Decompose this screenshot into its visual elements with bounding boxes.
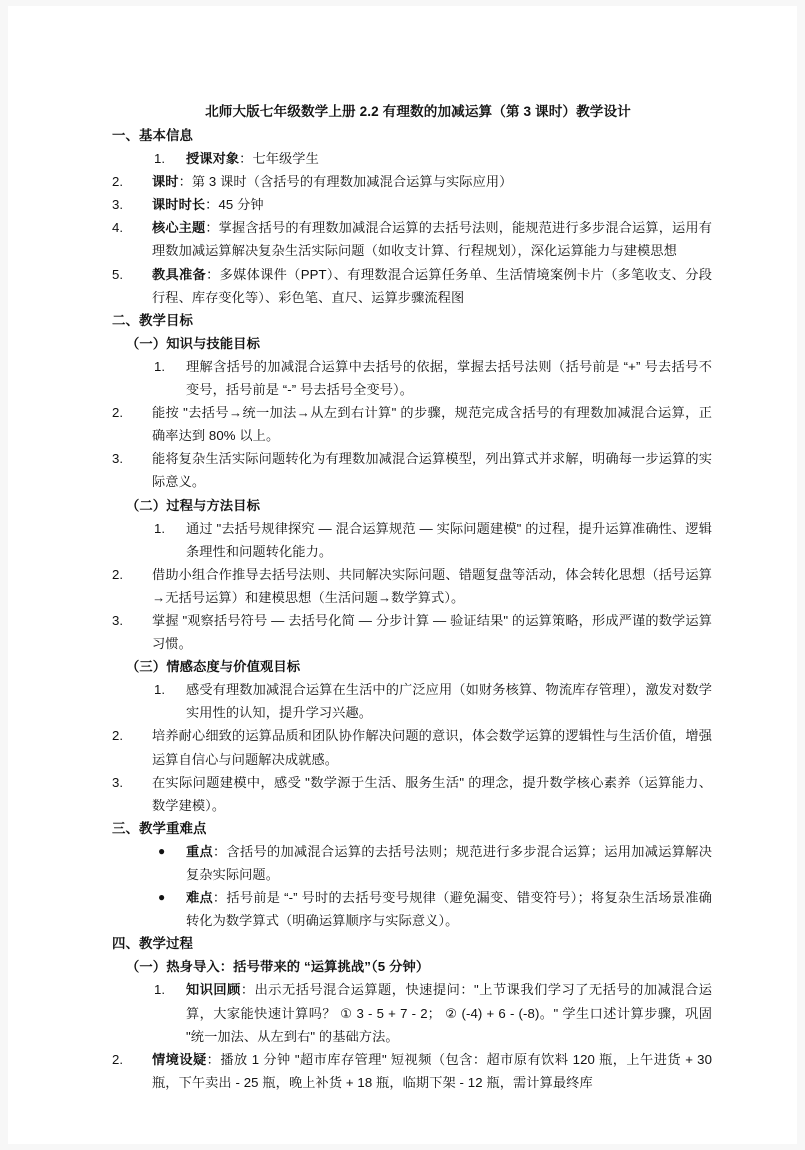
list-item-numbered — [112, 771, 712, 817]
list-item-text: 能将复杂生活实际问题转化为有理数加减混合运算模型，列出算式并求解，明确每一步运算的实际意义。 — [152, 451, 712, 490]
list-marker: 1. — [154, 151, 166, 167]
list-item-numbered — [112, 517, 712, 563]
list-item-body — [152, 216, 712, 262]
document-body — [112, 124, 712, 1094]
list-item-body — [152, 193, 712, 216]
list-item-text: 能按 "去括号→统一加法→从左到右计算" 的步骤，规范完成含括号的有理数加减混合运算，正确率达到 80% 以上。 — [152, 405, 712, 444]
list-item-text: ：多媒体课件（PPT）、有理数混合运算任务单、生活情境案例卡片（多笔收支、分段行程、库存变化等）、彩色笔、直尺、运算步骤流程图 — [152, 266, 712, 305]
list-item-text: ：七年级学生 — [239, 151, 319, 167]
list-item-numbered — [112, 216, 712, 262]
list-item-label: 课时 — [152, 174, 179, 190]
list-item-bullet — [112, 840, 712, 886]
list-item-numbered — [112, 447, 712, 493]
list-item-body — [152, 771, 712, 817]
list-marker: 1. — [154, 358, 166, 374]
list-marker: 5. — [112, 266, 124, 282]
list-item-text: 理解含括号的加减混合运算中去括号的依据，掌握去括号法则（括号前是 “+” 号去括号不变号，括号前是 “-” 号去括号全变号）。 — [186, 358, 712, 398]
list-item-numbered — [112, 193, 712, 216]
list-item-text: 通过 "去括号规律探究 — 混合运算规范 — 实际问题建模" 的过程，提升运算准确性、逻辑条理性和问题转化能力。 — [186, 520, 712, 559]
section-heading: 四、教学过程 — [112, 936, 193, 952]
section-heading: 二、教学目标 — [112, 312, 193, 328]
list-marker: 3. — [112, 451, 124, 467]
bullet-marker-icon: ● — [158, 843, 166, 858]
list-item-label: 情境设疑 — [152, 1051, 207, 1067]
list-marker: 2. — [112, 728, 124, 744]
list-item-text: ：含括号的加减混合运算的去括号法则；规范进行多步混合运算；运用加减运算解决复杂实际问题。 — [186, 843, 712, 882]
list-item-numbered — [112, 609, 712, 655]
list-marker: 1. — [154, 682, 166, 698]
list-marker: 1. — [154, 982, 166, 998]
list-item-bullet — [112, 886, 712, 932]
document-page — [8, 6, 797, 1144]
list-marker: 3. — [112, 612, 124, 628]
section-heading: 一、基本信息 — [112, 128, 193, 143]
page-title: 北师大版七年级数学上册 2.2 有理数的加减运算（第 3 课时）教学设计 — [205, 104, 631, 119]
list-item-body — [152, 1048, 712, 1094]
list-item-text: ：出示无括号混合运算题，快速提问："上节课我们学习了无括号的加减混合运算，大家能快速计算吗？ ① 3 - 5 + 7 - 2； ② (-4) + 6 - (-8)。" 学生口述计算步骤，巩固 "统一加法、从左到右" 的基础方法。 — [186, 982, 712, 1044]
list-item-label: 重点 — [186, 843, 213, 859]
list-item-text: 在实际问题建模中，感受 "数学源于生活、服务生活" 的理念，提升数学核心素养（运算能力、数学建模）。 — [152, 774, 712, 813]
document-content — [112, 100, 712, 1094]
list-item-body — [152, 170, 712, 193]
list-item-numbered — [112, 978, 712, 1047]
list-item-numbered — [112, 147, 712, 170]
list-item-body — [152, 263, 712, 309]
list-item-text: 掌握 "观察括号符号 — 去括号化简 — 分步计算 — 验证结果" 的运算策略，形成严谨的数学运算习惯。 — [152, 612, 712, 652]
list-item-body — [152, 563, 712, 609]
list-item-body — [152, 609, 712, 655]
list-item-numbered — [112, 355, 712, 401]
list-marker: 3. — [112, 774, 124, 790]
list-item-text: 借助小组合作推导去括号法则、共同解决实际问题、错题复盘等活动，体会转化思想（括号运算→无括号运算）和建模思想（生活问题→数学算式）。 — [152, 566, 712, 605]
list-marker: 2. — [112, 566, 124, 582]
list-item-label: 课时时长 — [152, 197, 206, 213]
list-item-numbered — [112, 678, 712, 724]
list-item-label: 核心主题 — [152, 220, 206, 236]
list-item-body — [152, 401, 712, 447]
section-heading: 三、教学重难点 — [112, 820, 207, 836]
subsection-heading: （二）过程与方法目标 — [126, 497, 260, 513]
list-item-text: ：第 3 课时（含括号的有理数加减混合运算与实际应用） — [178, 174, 513, 190]
list-marker: 2. — [112, 174, 124, 190]
list-item-text: 培养耐心细致的运算品质和团队协作解决问题的意识，体会数学运算的逻辑性与生活价值，增强运算自信心与问题解决成就感。 — [152, 728, 712, 767]
list-item-numbered — [112, 263, 712, 309]
list-item-numbered — [112, 401, 712, 447]
list-item-label: 难点 — [186, 890, 213, 906]
list-item-numbered — [112, 724, 712, 770]
bullet-marker-icon: ● — [158, 890, 166, 905]
subsection-heading: （三）情感态度与价值观目标 — [126, 659, 301, 675]
subsection-heading: （一）热身导入：括号带来的 “运算挑战”（5 分钟） — [126, 959, 430, 975]
list-item-label: 教具准备 — [152, 266, 207, 282]
list-item-numbered — [112, 170, 712, 193]
list-item-body — [152, 724, 712, 770]
list-item-label: 知识回顾 — [186, 982, 241, 998]
list-item-text: ：45 分钟 — [205, 197, 264, 213]
list-item-text: ：掌握含括号的有理数加减混合运算的去括号法则，能规范进行多步混合运算，运用有理数加减运算解决复杂生活实际问题（如收支计算、行程规划），深化运算能力与建模思想 — [152, 220, 712, 259]
list-item-text: 感受有理数加减混合运算在生活中的广泛应用（如财务核算、物流库存管理），激发对数学实用性的认知，提升学习兴趣。 — [186, 682, 712, 721]
list-marker: 2. — [112, 405, 124, 421]
list-marker: 3. — [112, 197, 124, 213]
list-item-numbered — [112, 563, 712, 609]
list-item-numbered — [112, 1048, 712, 1094]
list-marker: 4. — [112, 220, 124, 236]
list-marker: 2. — [112, 1051, 124, 1067]
list-item-body — [152, 447, 712, 493]
list-item-text: ：括号前是 “-” 号时的去括号变号规律（避免漏变、错变符号）；将复杂生活场景准确转化为数学算式（明确运算顺序与实际意义）。 — [186, 890, 713, 929]
subsection-heading: （一）知识与技能目标 — [126, 335, 260, 351]
list-item-text: ：播放 1 分钟 "超市库存管理" 短视频（包含：超市原有饮料 120 瓶，上午进货 + 30 瓶，下午卖出 - 25 瓶，晚上补货 + 18 瓶，临期下架 - 12 瓶，需计算最终库 — [152, 1051, 712, 1090]
list-item-label: 授课对象 — [186, 151, 240, 167]
list-marker: 1. — [154, 520, 166, 536]
